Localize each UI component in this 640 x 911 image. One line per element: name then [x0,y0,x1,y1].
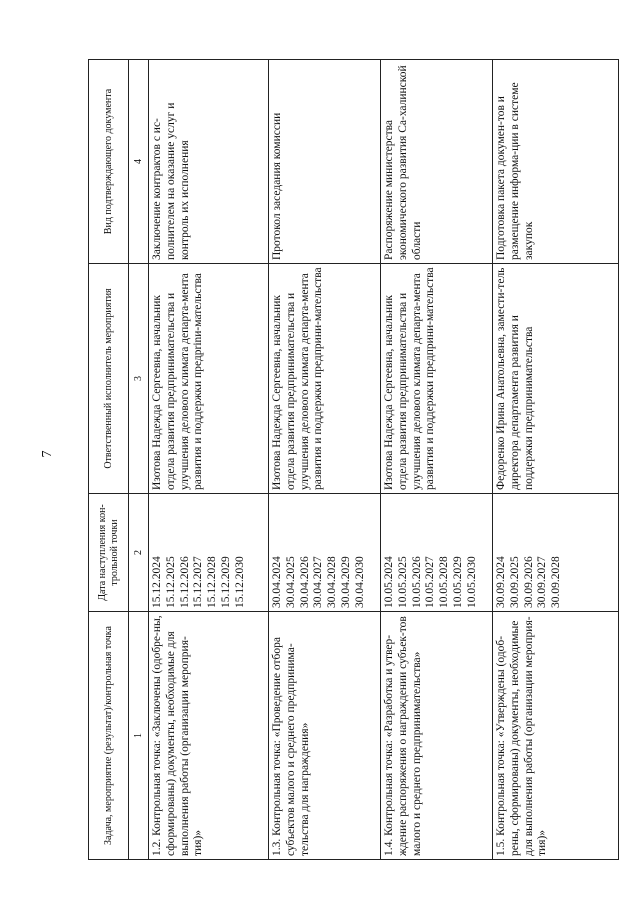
document-cell: Распоряжение министерства экономического развития Са-халинской области [381,60,493,264]
rotated-page [88,60,618,860]
executor-cell: Изотова Надежда Сергеевна, начальник отдела развития предпринимательства и улучшения делового климата департа-мента развития и поддержки предприни-мательства [269,264,381,494]
document-cell: Заключение контрактов с ис-полнителем на оказание услуг и контроль их исполнения [149,60,269,264]
executor-cell: Федоренко Ирина Анатольевна, замести-тель директора департамента развития и поддержки предпринимательства [493,264,619,494]
task-cell: 1.5. Контрольная точка: «Утверждены (одоб-рены, сформированы) документы, необходимые для выполнения работы (организации мероприя-тия)» [493,612,619,860]
task-cell: 1.3. Контрольная точка: «Проведение отбора субъектов малого и среднего предпринима-тельства для награждения» [269,612,381,860]
executor-cell: Изотова Надежда Сергеевна, начальник отдела развития предпринимательства и улучшения делового климата департа-мента развития и поддержки предприни-мательства [381,264,493,494]
column-numbers-row [129,60,149,860]
dates-cell: 15.12.2024 15.12.2025 15.12.2026 15.12.2027 15.12.2028 15.12.2029 15.12.2030 [149,494,269,612]
dates-cell: 30.04.2024 30.04.2025 30.04.2026 30.04.2027 30.04.2028 30.04.2029 30.04.2030 [269,494,381,612]
dates-cell: 30.09.2024 30.09.2025 30.09.2026 30.09.2027 30.09.2028 [493,494,619,612]
table-row [493,60,619,860]
document-cell: Подготовка пакета докумен-тов и размещение информа-ции в системе закупок [493,60,619,264]
header-task: Задача, мероприятие (результат)/контрольная точка [89,612,129,860]
column-number: 4 [129,60,149,264]
dates-cell: 10.05.2024 10.05.2025 10.05.2026 10.05.2027 10.05.2028 10.05.2029 10.05.2030 [381,494,493,612]
header-document: Вид подтверждающего документа [89,60,129,264]
column-number: 1 [129,612,149,860]
task-cell: 1.4. Контрольная точка: «Разработка и утвер-ждение распоряжения о награждении субъек-тов малого и среднего предпринимательства» [381,612,493,860]
table-row [269,60,381,860]
control-points-table [88,59,619,860]
table-row [381,60,493,860]
executor-cell: Изотова Надежда Сергеевна, начальник отдела развития предпринимательства и улучшения делового климата департа-мента развития и поддержки предprinи-мательства [149,264,269,494]
table-row [149,60,269,860]
page-number: 7 [40,450,55,458]
header-executor: Ответственный исполнитель мероприятия [89,264,129,494]
header-date: Дата наступления кон-трольной точки [89,494,129,612]
document-cell: Протокол заседания комиссии [269,60,381,264]
column-number: 3 [129,264,149,494]
column-number: 2 [129,494,149,612]
task-cell: 1.2. Контрольная точка: «Заключены (одобре-ны, сформированы) документы, необходимые для выполнения работы (организации мероприя-тия)» [149,612,269,860]
header-row [89,60,129,860]
